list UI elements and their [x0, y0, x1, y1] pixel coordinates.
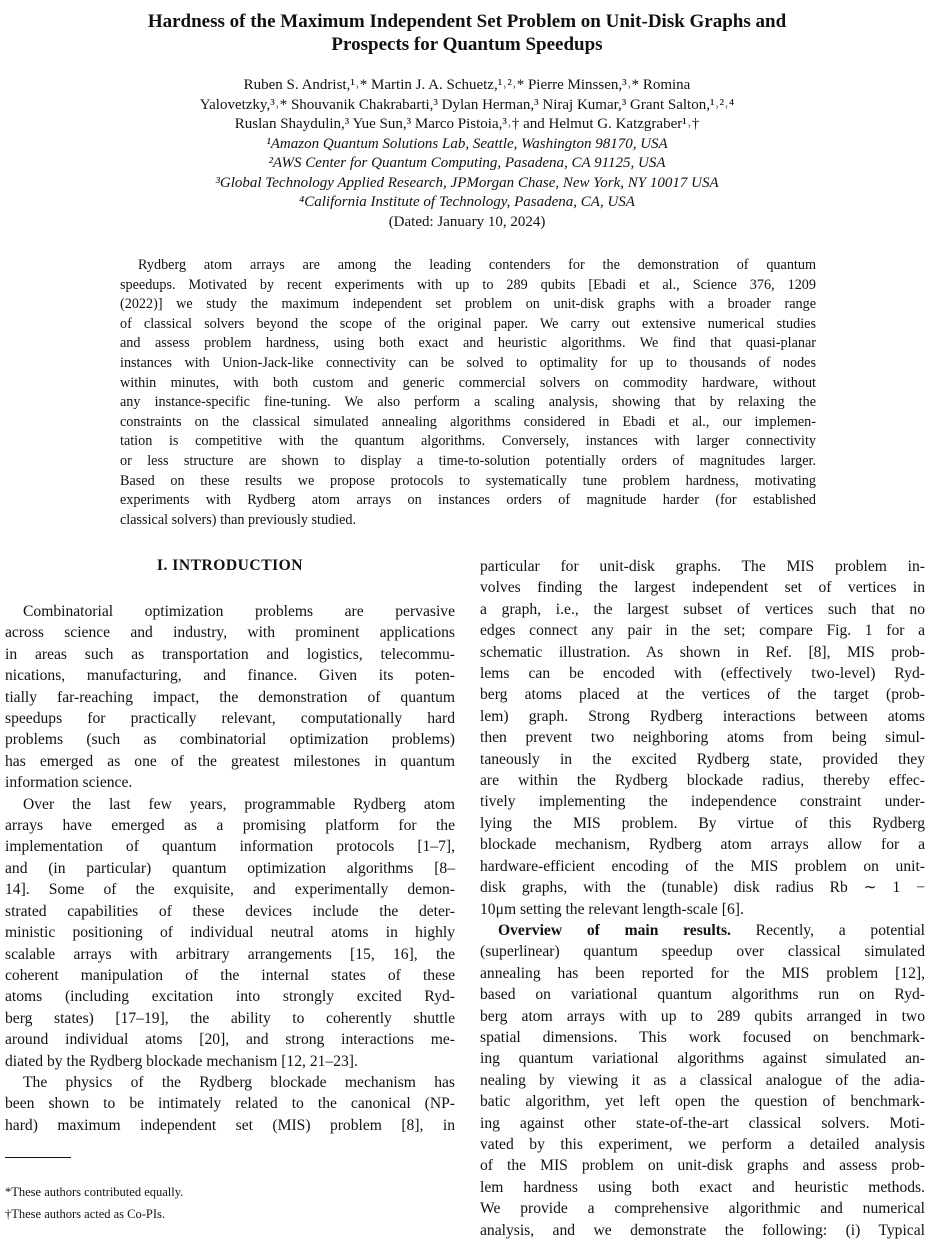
paragraph-line: The physics of the Rydberg blockade mechanism has — [23, 1073, 455, 1091]
paragraph-line: volves finding the largest independent set of vertices in — [480, 579, 925, 597]
paragraph-line: in areas such as transportation and logistics, telecommu- — [5, 645, 455, 663]
abstract-line: instances with Union-Jack-like connectivity can be solved to optimality for up to thousands of nodes — [120, 354, 816, 371]
paragraph-line: vated by this experiment, we perform a detailed analysis — [480, 1135, 925, 1153]
author-line: Ruslan Shaydulin,³ Yue Sun,³ Marco Pistoia,³˒† and Helmut G. Katzgraber¹˒† — [234, 116, 700, 132]
paragraph-line: been shown to be intimately related to the canonical (NP- — [5, 1095, 455, 1113]
paragraph-line: a graph, i.e., the largest subset of vertices such that no — [480, 600, 925, 618]
paragraph-line: spatial dimensions. This work focused on benchmark- — [480, 1028, 925, 1046]
paragraph-line: annealing has been reported for the MIS problem [12], — [480, 964, 925, 982]
paragraph-line: across science and industry, with prominent applications — [5, 624, 455, 642]
paragraph-line: disk graphs, with the (tunable) disk radius Rb ∼ 1 − — [480, 879, 925, 897]
paragraph-line: nications, manufacturing, and finance. Given its poten- — [5, 667, 455, 685]
paragraph-line: berg atoms placed at the vertices of the target (prob- — [480, 686, 925, 704]
paragraph-line: (superlinear) quantum speedup over classical simulated — [480, 943, 925, 961]
footnote-rule — [5, 1157, 71, 1158]
paragraph-line: particular for unit-disk graphs. The MIS problem in- — [480, 558, 925, 575]
abstract-line: and assess problem hardness, using both exact and heuristic algorithms. We find that quasi-planar — [120, 335, 816, 352]
right-column — [480, 556, 925, 1241]
date-line: (Dated: January 10, 2024) — [388, 213, 546, 230]
paragraph-line: coherent manipulation of the internal states of these — [5, 966, 455, 984]
footnote: †These authors acted as Co-PIs. — [5, 1207, 166, 1221]
abstract-line: (2022)] we study the maximum independent set problem on unit-disk graphs with a broader range — [120, 296, 816, 313]
paragraph-line: nealing by viewing it as a classical analogue of the adia- — [480, 1071, 925, 1089]
paragraph-line: Combinatorial optimization problems are pervasive — [23, 603, 455, 620]
affiliation: ⁴California Institute of Technology, Pasadena, CA, USA — [299, 194, 635, 210]
paragraph-line: ing against other state-of-the-art classical solvers. Moti- — [480, 1114, 925, 1132]
paragraph-line: implementation of quantum information protocols [1–7], — [5, 838, 455, 856]
abstract-line: any instance-specific fine-tuning. We also perform a scaling analysis, showing that by relaxing the — [120, 394, 816, 411]
paper-title: Hardness of the Maximum Independent Set Problem on Unit-Disk Graphs and Prospects for Quantum Speedups — [147, 11, 787, 55]
paragraph-line: tively implementing the independence constraint under- — [480, 793, 925, 811]
paragraph-line: hard) maximum independent set (MIS) problem [8], in — [5, 1116, 455, 1134]
section-heading: I. INTRODUCTION — [156, 557, 304, 574]
affiliation: ¹Amazon Quantum Solutions Lab, Seattle, Washington 98170, USA — [266, 135, 668, 152]
footnote: *These authors contributed equally. — [5, 1185, 184, 1199]
line-text: Recently, a potential — [730, 921, 925, 939]
abstract-line: speedups. Motivated by recent experiments with up to 289 qubits [Ebadi et al., Science 376, 1209 — [120, 276, 816, 293]
paragraph-line: berg atom arrays with up to 289 qubits arranged in two — [480, 1007, 925, 1025]
paragraph-line: atoms (including excitation into strongly excited Ryd- — [5, 988, 455, 1006]
paragraph-line: schematic illustration. As shown in Ref. [8], MIS prob- — [480, 643, 925, 661]
paragraph-line: based on variational quantum algorithms run on Ryd- — [480, 986, 925, 1004]
paragraph-line: diated by the Rydberg blockade mechanism [12, 21–23]. — [5, 1052, 358, 1070]
abstract-line: constraints on the classical simulated annealing algorithms considered in Ebadi et al., our implemen- — [120, 413, 816, 430]
abstract-line: of classical solvers beyond the scope of the original paper. We carry out extensive numerical studies — [120, 315, 816, 332]
paragraph-line: around individual atoms [20], and strong interactions me- — [5, 1031, 455, 1049]
abstract-line: within minutes, with both custom and generic commercial solvers on commodity hardware, without — [120, 374, 816, 391]
paragraph-line: We provide a comprehensive algorithmic and numerical — [480, 1200, 925, 1218]
author-line: Yalovetzky,³˒* Shouvanik Chakrabarti,³ Dylan Herman,³ Niraj Kumar,³ Grant Salton,¹˒²˒⁴ — [199, 96, 735, 113]
abstract-line: Rydberg atom arrays are among the leading contenders for the demonstration of quantum — [138, 257, 816, 273]
paragraph-line: ing quantum variational algorithms against simulated an- — [480, 1050, 925, 1068]
paragraph — [5, 794, 455, 1072]
paragraph-line: information science. — [5, 774, 133, 792]
paragraph-line: 10μm setting the relevant length-scale [6]. — [480, 900, 744, 918]
paragraph-line: strated capabilities of these devices include the deter- — [5, 902, 455, 920]
paragraph — [5, 1072, 455, 1136]
paragraph-line: are within the Rydberg blockade radius, thereby effec- — [480, 772, 925, 790]
paragraph-line: batic algorithm, yet left open the question of benchmark- — [480, 1093, 925, 1111]
abstract — [120, 256, 816, 530]
author-line: Ruben S. Andrist,¹˒* Martin J. A. Schuetz,¹˒²˒* Pierre Minssen,³˒* Romina — [243, 77, 691, 93]
paragraph-line: 14]. Some of the exquisite, and experimentally demon- — [5, 881, 455, 899]
paragraph-line: berg states) [17–19], the ability to coherently shuttle — [5, 1009, 455, 1027]
paragraph — [480, 556, 925, 920]
paragraph-line: hardware-efficient encoding of the MIS problem on unit- — [480, 857, 925, 875]
paragraph-line: lying the MIS problem. By virtue of this Rydberg — [480, 814, 925, 832]
paragraph-line: and (in particular) quantum optimization algorithms [8– — [5, 859, 455, 877]
paragraph-line: lem) graph. Strong Rydberg interactions between atoms — [480, 707, 925, 725]
paragraph-line: speedups for practically relevant, computationally hard — [5, 710, 455, 728]
affiliation: ³Global Technology Applied Research, JPMorgan Chase, New York, NY 10017 USA — [215, 174, 719, 191]
paragraph-line: arrays have emerged as a promising platform for the — [5, 817, 455, 835]
paragraph-line: then prevent two neighboring atoms from being simul- — [480, 729, 925, 747]
paragraph-line: blockade mechanism, Rydberg atom arrays allow for a — [480, 836, 925, 854]
paragraph-line: analysis, and we demonstrate the following: (i) Typical — [480, 1221, 925, 1239]
abstract-line: or less structure are shown to display a time-to-solution potentially orders of magnitudes larger. — [120, 452, 816, 469]
paragraph-line: scalable arrays with arbitrary arrangements [15, 16], the — [5, 945, 455, 963]
abstract-line: classical solvers) than previously studied. — [120, 511, 357, 528]
paragraph — [5, 601, 455, 794]
paragraph-line: of the MIS problem on unit-disk graphs and assess prob- — [480, 1157, 925, 1175]
paragraph-line: lems can be encoded with (effectively two-level) Ryd- — [480, 665, 925, 683]
abstract-line: tation is competitive with the quantum algorithms. Conversely, instances with larger connectivity — [120, 433, 816, 450]
abstract-line: Based on these results we propose protocols to systematically tune problem hardness, motivating — [120, 472, 816, 489]
affiliation: ²AWS Center for Quantum Computing, Pasadena, CA 91125, USA — [268, 155, 666, 171]
paragraph-line: edges connect any pair in the set; compare Fig. 1 for a — [480, 622, 925, 640]
paragraph-line — [480, 920, 925, 941]
paragraph-line: taneously in the excited Rydberg state, provided they — [480, 750, 925, 768]
paragraph — [480, 920, 925, 1241]
paragraph-line: problems (such as combinatorial optimization problems) — [5, 731, 455, 749]
run-in-heading: Overview of main results. — [498, 921, 731, 939]
paragraph-line: lem hardness using both exact and heuristic methods. — [480, 1178, 925, 1196]
left-column — [5, 601, 455, 1136]
abstract-line: experiments with Rydberg atom arrays on instances orders of magnitude harder (for established — [120, 492, 816, 509]
author-block — [0, 76, 934, 232]
paragraph-line: Over the last few years, programmable Rydberg atom — [23, 795, 455, 813]
paragraph-line: tially far-reaching impact, the demonstration of quantum — [5, 688, 455, 706]
paragraph-line: has emerged as one of the greatest milestones in quantum — [5, 752, 455, 770]
paragraph-line: ministic positioning of individual neutral atoms in highly — [5, 924, 455, 942]
